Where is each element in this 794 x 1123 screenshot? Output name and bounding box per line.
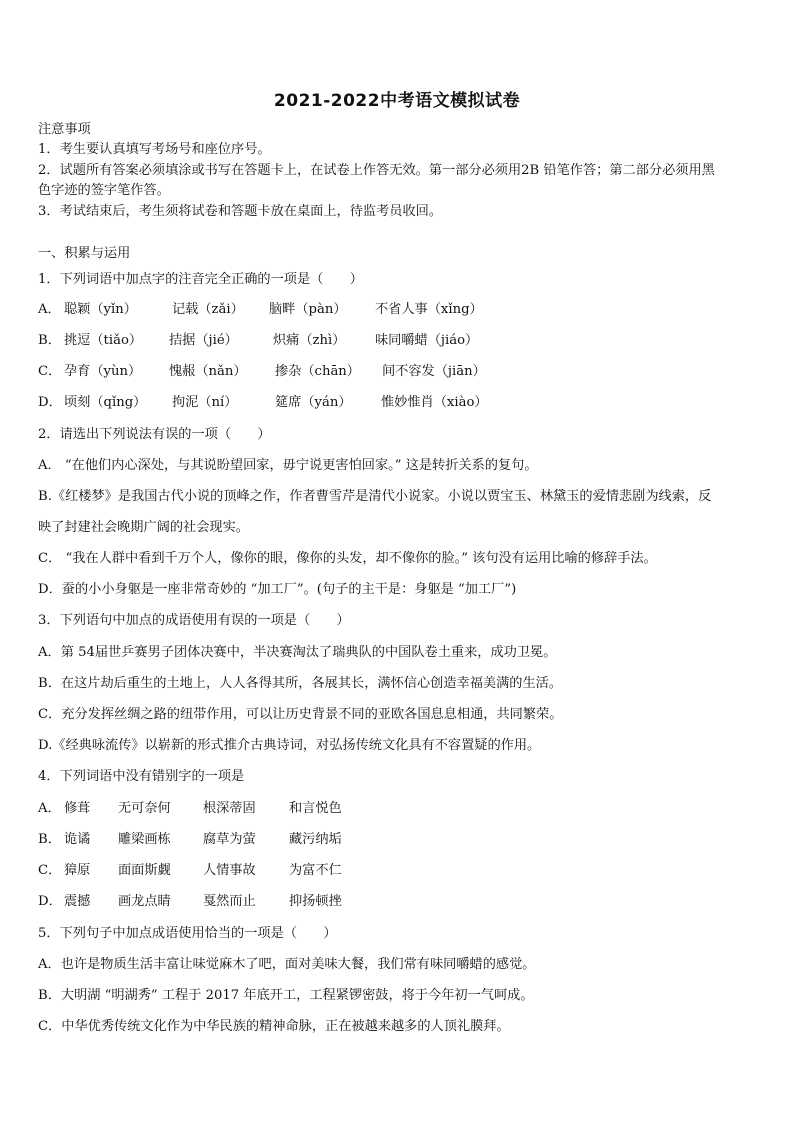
option-word: 挑逗（tiǎo） xyxy=(64,333,143,348)
option-line: C． “我在人群中看到千万个人，像你的眼，像你的头发，却不像你的脸。” 该句没有运用比喻的修辞手法。 xyxy=(38,551,657,566)
option-label: B． xyxy=(38,333,61,348)
option-word: 愧赧（nǎn） xyxy=(169,364,247,379)
option-word: 震撼 xyxy=(64,894,91,909)
option-word: 掺杂（chān） xyxy=(275,364,360,379)
option-line: 映了封建社会晚期广阔的社会现实。 xyxy=(38,520,249,535)
option-label: D． xyxy=(38,894,62,909)
option-line: D.《经典咏流传》以崭新的形式推介古典诗词，对弘扬传统文化具有不容置疑的作用。 xyxy=(38,738,541,753)
option-line: B．大明湖 “明湖秀” 工程于 2017 年底开工，工程紧锣密鼓，将于今年初一气呵成。 xyxy=(38,988,534,1003)
question-stem: 4．下列词语中没有错别字的一项是 xyxy=(38,769,245,784)
option-line: B．在这片劫后重生的土地上，人人各得其所，各展其长，满怀信心创造幸福美满的生活。 xyxy=(38,676,562,691)
option-line: C．充分发挥丝绸之路的纽带作用，可以让历史背景不同的亚欧各国息息相通，共同繁荣。 xyxy=(38,707,563,722)
option-word: 腐草为萤 xyxy=(203,832,256,847)
option-label: B． xyxy=(38,832,61,847)
option-word: 无可奈何 xyxy=(118,801,171,816)
option-word: 顷刻（qǐng） xyxy=(64,395,147,410)
option-word: 记载（zǎi） xyxy=(172,302,244,317)
option-label: C． xyxy=(38,364,62,379)
option-word: 拘泥（ní） xyxy=(172,395,238,410)
option-word: 不省人事（xǐng） xyxy=(375,302,483,317)
option-word: 为富不仁 xyxy=(289,863,342,878)
option-word: 修葺 xyxy=(64,801,91,816)
option-word: 獐原 xyxy=(64,863,91,878)
option-word: 拮据（jié） xyxy=(169,333,238,348)
option-line: A． “在他们内心深处，与其说盼望回家，毋宁说更害怕回家。” 这是转折关系的复句。 xyxy=(38,458,538,473)
option-row xyxy=(38,800,342,818)
option-word: 脑畔（pàn） xyxy=(269,302,347,317)
page-title: 2021-2022中考语文模拟试卷 xyxy=(273,91,521,111)
option-word: 雕梁画栋 xyxy=(118,832,171,847)
option-label: A． xyxy=(38,302,61,317)
option-line: A．第 54届世乒赛男子团体决赛中，半决赛淘汰了瑞典队的中国队卷土重来，成功卫冕。 xyxy=(38,645,557,660)
option-word: 惟妙惟肖（xiào） xyxy=(381,395,488,410)
option-line: D．蚕的小小身躯是一座非常奇妙的 “加工厂”。(句子的主干是：身躯是 “加工厂”) xyxy=(38,582,517,597)
option-row xyxy=(38,394,488,412)
option-word: 根深蒂固 xyxy=(203,801,256,816)
question-stem: 3．下列语句中加点的成语使用有误的一项是（ ） xyxy=(38,613,350,628)
note-line: 色字迹的签字笔作答。 xyxy=(38,183,170,198)
option-line: C．中华优秀传统文化作为中华民族的精神命脉，正在被越来越多的人顶礼膜拜。 xyxy=(38,1019,510,1034)
option-word: 藏污纳垢 xyxy=(289,832,342,847)
option-label: D． xyxy=(38,395,62,410)
option-word: 戛然而止 xyxy=(203,894,256,909)
option-word: 面面斯觑 xyxy=(118,863,171,878)
option-word: 抑扬顿挫 xyxy=(289,894,342,909)
option-line: A．也许是物质生活丰富让味觉麻木了吧，面对美味大餐，我们常有味同嚼蜡的感觉。 xyxy=(38,957,536,972)
note-line: 1．考生要认真填写考场号和座位序号。 xyxy=(38,142,271,157)
option-word: 聪颖（yǐn） xyxy=(64,302,137,317)
option-row xyxy=(38,831,342,849)
question-stem: 1．下列词语中加点字的注音完全正确的一项是（ ） xyxy=(38,272,363,287)
option-word: 人情事故 xyxy=(203,863,256,878)
section-heading: 一、积累与运用 xyxy=(38,246,131,261)
option-row xyxy=(38,301,483,319)
option-label: C． xyxy=(38,863,62,878)
option-word: 画龙点睛 xyxy=(118,894,171,909)
option-word: 间不容发（jiān） xyxy=(382,364,486,379)
option-line: B.《红楼梦》是我国古代小说的顶峰之作，作者曹雪芹是清代小说家。小说以贾宝玉、林黛玉的爱情悲剧为线索，反 xyxy=(38,489,712,504)
question-stem: 2．请选出下列说法有误的一项（ ） xyxy=(38,427,271,442)
notes-heading: 注意事项 xyxy=(38,122,91,137)
note-line: 2．试题所有答案必须填涂或书写在答题卡上，在试卷上作答无效。第一部分必须用2B 铅笔作答；第二部分必须用黑 xyxy=(38,163,715,178)
question-stem: 5．下列句子中加点成语使用恰当的一项是（ ） xyxy=(38,926,337,941)
option-word: 炽痛（zhì） xyxy=(273,333,346,348)
option-word: 味同嚼蜡（jiáo） xyxy=(375,333,479,348)
option-label: A． xyxy=(38,801,61,816)
option-row xyxy=(38,363,486,381)
option-row xyxy=(38,893,342,911)
option-word: 诡谲 xyxy=(64,832,91,847)
note-line: 3．考试结束后，考生须将试卷和答题卡放在桌面上，待监考员收回。 xyxy=(38,204,443,219)
option-word: 孕育（yùn） xyxy=(64,364,142,379)
option-row xyxy=(38,332,478,350)
option-row xyxy=(38,862,342,880)
option-word: 筵席（yán） xyxy=(275,395,352,410)
option-word: 和言悦色 xyxy=(289,801,342,816)
